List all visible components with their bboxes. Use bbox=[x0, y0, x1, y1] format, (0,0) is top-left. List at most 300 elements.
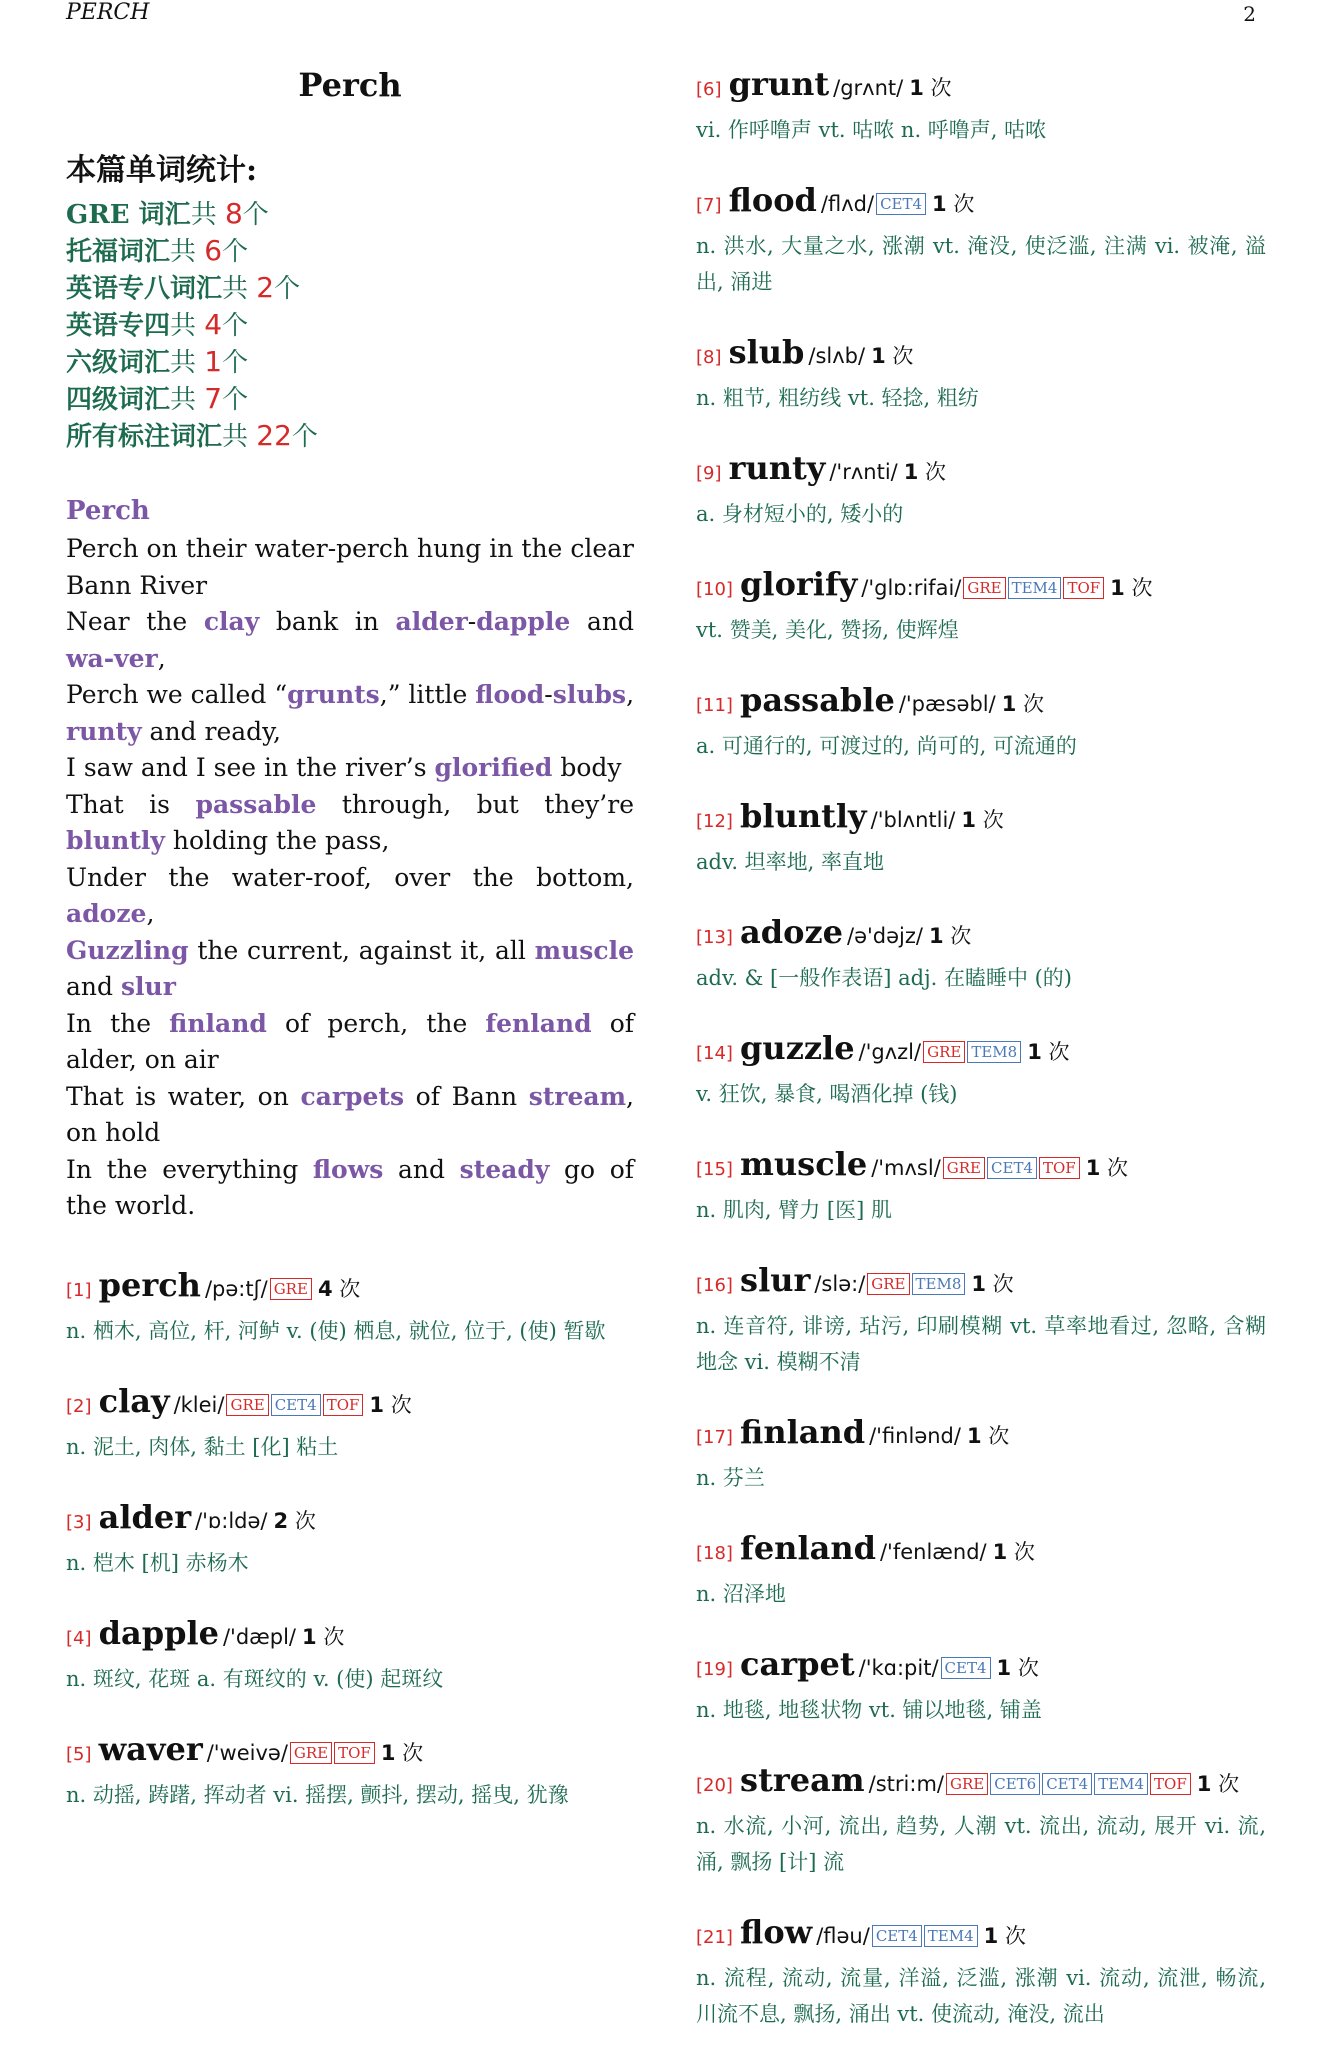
entry-phonetic: /'rʌnti/ bbox=[829, 460, 898, 484]
entry-word: alder bbox=[98, 1497, 192, 1536]
count-unit: 次 bbox=[339, 1276, 361, 1301]
stat-line bbox=[66, 196, 634, 233]
stat-gong: 共 bbox=[170, 385, 205, 415]
highlighted-word: adoze bbox=[66, 899, 147, 928]
entry-head bbox=[696, 330, 1266, 380]
poem-title: Perch bbox=[66, 496, 150, 526]
highlighted-word: flood bbox=[475, 680, 545, 709]
poem-text: , bbox=[626, 680, 635, 709]
poem-text: bank in bbox=[259, 607, 396, 636]
entry-index: [9] bbox=[696, 463, 722, 484]
count-unit: 次 bbox=[1004, 1924, 1026, 1948]
entry-index: [12] bbox=[696, 811, 733, 832]
exam-tag: CET4 bbox=[1042, 1773, 1092, 1795]
entry-index: [16] bbox=[696, 1275, 733, 1296]
entry-index: [10] bbox=[696, 579, 733, 600]
entry-definition: v. 狂饮, 暴食, 喝酒化掉 (钱) bbox=[696, 1082, 958, 1106]
vocab-entry bbox=[696, 330, 1266, 416]
stat-unit: 个 bbox=[291, 422, 318, 452]
entry-index: [1] bbox=[66, 1279, 92, 1301]
count-number: 4 bbox=[317, 1276, 333, 1301]
entry-count bbox=[302, 1625, 344, 1649]
count-number: 1 bbox=[369, 1392, 385, 1417]
entry-phonetic: /pə:tʃ/ bbox=[204, 1276, 268, 1301]
poem-text: and bbox=[570, 607, 634, 636]
poem-text: ,” little bbox=[379, 680, 476, 709]
stat-count: 7 bbox=[204, 382, 223, 415]
entry-count bbox=[904, 460, 946, 484]
left-column bbox=[66, 62, 634, 1843]
entry-phonetic: /slə:/ bbox=[814, 1272, 866, 1296]
vocab-entry bbox=[696, 1758, 1266, 1880]
entry-index: [21] bbox=[696, 1927, 733, 1948]
highlighted-word: passable bbox=[195, 789, 317, 819]
poem-text: go of the world. bbox=[66, 1154, 634, 1220]
highlighted-word: steady bbox=[459, 1154, 550, 1184]
entry-definition: n. 洪水, 大量之水, 涨潮 vt. 淹没, 使泛滥, 注满 vi. 被淹, 溢出, 涌进 bbox=[696, 234, 1266, 294]
entry-phonetic: /grʌnt/ bbox=[833, 76, 904, 100]
vocab-list-left bbox=[66, 1263, 634, 1813]
count-number: 1 bbox=[983, 1924, 999, 1948]
count-unit: 次 bbox=[988, 1424, 1010, 1448]
poem-text: - bbox=[467, 607, 477, 636]
entry-word: guzzle bbox=[740, 1029, 855, 1067]
entry-definition: n. 栖木, 高位, 杆, 河鲈 v. (使) 栖息, 就位, 位于, (使) 暂歇 bbox=[66, 1318, 606, 1343]
entry-definition: vt. 赞美, 美化, 赞扬, 使辉煌 bbox=[696, 618, 959, 642]
vocab-entry bbox=[696, 1642, 1266, 1728]
count-unit: 次 bbox=[953, 192, 975, 216]
poem-text: I saw and I see in the river’s bbox=[66, 753, 435, 782]
entry-count bbox=[318, 1277, 360, 1301]
count-number: 1 bbox=[992, 1540, 1008, 1564]
entry-count bbox=[381, 1741, 423, 1765]
document-title: Perch bbox=[298, 66, 402, 104]
poem-line bbox=[66, 677, 634, 750]
entry-index: [7] bbox=[696, 195, 722, 216]
count-unit: 次 bbox=[294, 1508, 316, 1533]
entry-definition: n. 地毯, 地毯状物 vt. 铺以地毯, 铺盖 bbox=[696, 1698, 1042, 1722]
exam-tag: GRE bbox=[943, 1157, 985, 1179]
entry-word: stream bbox=[740, 1761, 865, 1799]
entry-head bbox=[696, 62, 1266, 112]
count-unit: 次 bbox=[1048, 1040, 1070, 1064]
highlighted-word: bluntly bbox=[66, 826, 165, 855]
poem-text: holding the pass, bbox=[164, 826, 390, 855]
running-header: PERCH bbox=[66, 0, 150, 25]
count-number: 1 bbox=[1027, 1040, 1042, 1064]
exam-tag: GRE bbox=[290, 1742, 332, 1764]
exam-tag: GRE bbox=[923, 1041, 965, 1063]
count-number: 1 bbox=[1110, 576, 1125, 600]
stat-line bbox=[66, 418, 634, 455]
vocab-entry bbox=[696, 1410, 1266, 1496]
highlighted-word: runty bbox=[66, 716, 142, 746]
poem-text: of alder, on air bbox=[66, 1008, 634, 1074]
stat-line bbox=[66, 344, 634, 381]
entry-head bbox=[696, 562, 1266, 612]
entry-head bbox=[696, 1910, 1266, 1960]
entry-index: [13] bbox=[696, 927, 733, 948]
vocab-entry bbox=[66, 1379, 634, 1465]
poem-text: Near the bbox=[66, 607, 204, 636]
count-number: 1 bbox=[966, 1424, 982, 1448]
entry-phonetic: /'blʌntli/ bbox=[870, 808, 956, 832]
poem-text: of perch, the bbox=[266, 1008, 486, 1038]
entry-phonetic: /'kɑ:pit/ bbox=[858, 1656, 939, 1680]
entry-count bbox=[932, 192, 974, 216]
count-number: 2 bbox=[273, 1508, 289, 1533]
entry-index: [2] bbox=[66, 1395, 92, 1417]
poem-text: In the bbox=[66, 1008, 170, 1038]
entry-phonetic: /'pæsəbl/ bbox=[898, 692, 996, 716]
highlighted-word: grunts bbox=[287, 680, 380, 709]
entry-index: [17] bbox=[696, 1427, 733, 1448]
highlighted-word: muscle bbox=[534, 935, 634, 965]
entry-word: adoze bbox=[740, 913, 844, 951]
highlighted-word: dapple bbox=[476, 607, 571, 636]
poem-line bbox=[66, 604, 634, 677]
exam-tag: GRE bbox=[270, 1278, 312, 1300]
vocab-entry bbox=[696, 1910, 1266, 2032]
count-unit: 次 bbox=[950, 924, 972, 948]
exam-tag: TEM4 bbox=[1094, 1773, 1148, 1795]
entry-head bbox=[696, 1642, 1266, 1692]
entry-head bbox=[696, 1526, 1266, 1576]
poem-text: the current, against it, all bbox=[188, 935, 535, 965]
vocab-entry bbox=[696, 62, 1266, 148]
entry-definition: n. 连音符, 诽谤, 玷污, 印刷模糊 vt. 草率地看过, 忽略, 含糊地念 vi. 模糊不清 bbox=[696, 1314, 1266, 1374]
stat-unit: 个 bbox=[222, 348, 249, 378]
entry-word: bluntly bbox=[740, 797, 867, 835]
entry-word: grunt bbox=[728, 65, 830, 103]
entry-phonetic: /slʌb/ bbox=[808, 344, 866, 368]
entry-index: [14] bbox=[696, 1043, 733, 1064]
entry-word: glorify bbox=[740, 565, 858, 603]
entry-word: slur bbox=[740, 1261, 811, 1299]
poem-text: Under the water-roof, over the bottom, bbox=[66, 862, 634, 892]
exam-tag: CET4 bbox=[872, 1925, 922, 1947]
poem-line bbox=[66, 860, 634, 933]
stat-line bbox=[66, 381, 634, 418]
entry-count bbox=[909, 76, 951, 100]
stat-gong: 共 bbox=[222, 274, 257, 304]
stats-title: 本篇单词统计: bbox=[66, 153, 258, 188]
poem-text: and bbox=[66, 972, 121, 1001]
entry-index: [3] bbox=[66, 1511, 92, 1533]
count-unit: 次 bbox=[1107, 1156, 1129, 1180]
poem-text: - bbox=[544, 680, 553, 709]
highlighted-word: glorified bbox=[434, 753, 553, 782]
count-number: 1 bbox=[871, 344, 886, 368]
entry-count bbox=[369, 1393, 411, 1417]
exam-tag: GRE bbox=[946, 1773, 988, 1795]
poem-line bbox=[66, 933, 634, 1006]
entry-head bbox=[696, 446, 1266, 496]
entry-phonetic: /'fenlænd/ bbox=[879, 1540, 987, 1564]
vocab-entry bbox=[696, 794, 1266, 880]
entry-definition: adv. 坦率地, 率直地 bbox=[696, 850, 885, 874]
highlighted-word: stream bbox=[528, 1081, 627, 1111]
entry-definition: vi. 作呼噜声 vt. 咕哝 n. 呼噜声, 咕哝 bbox=[696, 118, 1047, 142]
stat-unit: 个 bbox=[222, 311, 249, 341]
entry-word: slub bbox=[728, 333, 805, 371]
count-unit: 次 bbox=[992, 1272, 1014, 1296]
count-unit: 次 bbox=[1013, 1540, 1035, 1564]
entry-word: finland bbox=[740, 1413, 866, 1451]
entry-count bbox=[971, 1272, 1013, 1296]
entry-head bbox=[66, 1263, 634, 1313]
count-unit: 次 bbox=[323, 1624, 345, 1649]
entry-definition: n. 沼泽地 bbox=[696, 1582, 786, 1606]
entry-phonetic: /'weivə/ bbox=[206, 1740, 288, 1765]
stat-label: 英语专四 bbox=[66, 311, 171, 341]
count-number: 1 bbox=[971, 1272, 986, 1296]
entry-word: muscle bbox=[740, 1145, 868, 1183]
entry-definition: adv. & [一般作表语] adj. 在瞌睡中 (的) bbox=[696, 966, 1072, 990]
entry-count bbox=[274, 1509, 316, 1533]
highlighted-word: finland bbox=[169, 1008, 267, 1038]
stat-count: 6 bbox=[204, 234, 223, 267]
entry-count bbox=[967, 1424, 1009, 1448]
entry-head bbox=[696, 1026, 1266, 1076]
exam-tag: TOF bbox=[334, 1742, 375, 1764]
count-unit: 次 bbox=[1218, 1772, 1240, 1796]
vocab-entry bbox=[696, 910, 1266, 996]
stat-gong: 共 bbox=[170, 237, 205, 267]
exam-tag: TOF bbox=[323, 1394, 364, 1416]
entry-definition: n. 水流, 小河, 流出, 趋势, 人潮 vt. 流出, 流动, 展开 vi. 流, 涌, 飘扬 [计] 流 bbox=[696, 1814, 1266, 1874]
entry-head bbox=[696, 794, 1266, 844]
poem-text: , bbox=[157, 643, 166, 673]
vocab-entry bbox=[696, 1026, 1266, 1112]
poem-line bbox=[66, 1006, 634, 1079]
entry-definition: n. 肌肉, 臂力 [医] 肌 bbox=[696, 1198, 892, 1222]
entry-phonetic: /klei/ bbox=[173, 1392, 225, 1417]
vocab-entry bbox=[696, 446, 1266, 532]
entry-count bbox=[984, 1924, 1026, 1948]
entry-head bbox=[696, 1410, 1266, 1460]
entry-head bbox=[66, 1379, 634, 1429]
entry-definition: n. 动摇, 踌躇, 挥动者 vi. 摇摆, 颤抖, 摆动, 摇曳, 犹豫 bbox=[66, 1782, 569, 1807]
count-number: 1 bbox=[302, 1624, 317, 1649]
highlighted-word: slur bbox=[120, 972, 176, 1001]
count-number: 1 bbox=[1085, 1156, 1101, 1180]
stat-label: 英语专八词汇 bbox=[66, 274, 223, 304]
exam-tag: TEM4 bbox=[924, 1925, 978, 1947]
poem-text: of Bann bbox=[404, 1081, 529, 1111]
vocab-entry bbox=[696, 1526, 1266, 1612]
entry-word: flow bbox=[740, 1913, 813, 1951]
stat-label: 托福词汇 bbox=[66, 237, 171, 267]
count-number: 1 bbox=[932, 192, 947, 216]
entry-definition: a. 身材短小的, 矮小的 bbox=[696, 502, 904, 526]
entry-index: [4] bbox=[66, 1627, 92, 1649]
exam-tag: TEM8 bbox=[967, 1041, 1021, 1063]
entry-head bbox=[696, 678, 1266, 728]
vocab-entry bbox=[696, 1258, 1266, 1380]
stat-unit: 个 bbox=[222, 385, 249, 415]
stat-line bbox=[66, 307, 634, 344]
stat-gong: 共 bbox=[170, 348, 205, 378]
poem-text: That is water, on bbox=[66, 1081, 301, 1111]
count-number: 1 bbox=[1001, 692, 1017, 716]
vocab-entry bbox=[66, 1263, 634, 1349]
vocab-entry bbox=[66, 1727, 634, 1813]
exam-tag: GRE bbox=[963, 577, 1005, 599]
stat-label: 四级词汇 bbox=[66, 385, 171, 415]
count-unit: 次 bbox=[925, 460, 947, 484]
entry-head bbox=[696, 1258, 1266, 1308]
count-number: 1 bbox=[380, 1740, 396, 1765]
entry-count bbox=[929, 924, 971, 948]
poem-text: In the everything bbox=[66, 1154, 313, 1184]
exam-tag: TEM4 bbox=[1008, 577, 1062, 599]
count-number: 1 bbox=[909, 76, 924, 100]
entry-index: [5] bbox=[66, 1743, 92, 1765]
entry-count bbox=[1197, 1772, 1239, 1796]
stat-count: 22 bbox=[256, 419, 292, 452]
entry-definition: a. 可通行的, 可渡过的, 尚可的, 可流通的 bbox=[696, 734, 1077, 758]
exam-tag: CET4 bbox=[271, 1394, 321, 1416]
stat-line bbox=[66, 233, 634, 270]
entry-index: [6] bbox=[696, 79, 722, 100]
poem-line bbox=[66, 1152, 634, 1225]
exam-tag: GRE bbox=[867, 1273, 909, 1295]
entry-count bbox=[961, 808, 1003, 832]
entry-head bbox=[696, 1142, 1266, 1192]
stat-label: 六级词汇 bbox=[66, 348, 171, 378]
count-unit: 次 bbox=[930, 76, 952, 100]
exam-tag: CET4 bbox=[987, 1157, 1037, 1179]
count-unit: 次 bbox=[1017, 1656, 1039, 1680]
poem-text: , on hold bbox=[66, 1081, 634, 1147]
count-number: 1 bbox=[996, 1656, 1012, 1680]
exam-tag: TOF bbox=[1039, 1157, 1080, 1179]
poem-text: body bbox=[552, 753, 622, 782]
entry-word: clay bbox=[98, 1381, 170, 1420]
highlighted-word: clay bbox=[203, 607, 260, 636]
highlighted-word: slubs bbox=[552, 680, 627, 709]
exam-tag: TEM8 bbox=[912, 1273, 966, 1295]
highlighted-word: alder bbox=[395, 607, 468, 636]
right-column bbox=[696, 62, 1266, 2062]
entry-phonetic: /stri:m/ bbox=[868, 1772, 944, 1796]
stat-label: 所有标注词汇 bbox=[66, 422, 223, 452]
entry-phonetic: /'ɒ:ldə/ bbox=[195, 1508, 268, 1533]
highlighted-word: carpets bbox=[300, 1081, 405, 1111]
count-unit: 次 bbox=[892, 344, 914, 368]
entry-word: passable bbox=[740, 681, 895, 719]
exam-tag: CET6 bbox=[990, 1773, 1040, 1795]
entry-word: fenland bbox=[740, 1529, 876, 1567]
count-unit: 次 bbox=[1023, 692, 1045, 716]
entry-index: [11] bbox=[696, 695, 733, 716]
count-unit: 次 bbox=[402, 1740, 424, 1765]
entry-index: [19] bbox=[696, 1659, 733, 1680]
poem-line bbox=[66, 1079, 634, 1152]
entry-definition: n. 芬兰 bbox=[696, 1466, 765, 1490]
stat-line bbox=[66, 270, 634, 307]
entry-phonetic: /'mʌsl/ bbox=[871, 1156, 941, 1180]
count-number: 1 bbox=[961, 808, 976, 832]
stat-gong: 共 bbox=[222, 422, 257, 452]
count-number: 1 bbox=[1196, 1772, 1212, 1796]
poem-body bbox=[66, 531, 634, 1225]
count-number: 1 bbox=[903, 460, 919, 484]
stat-unit: 个 bbox=[274, 274, 301, 304]
entry-count bbox=[1110, 576, 1152, 600]
poem-text: and ready, bbox=[141, 716, 281, 746]
vocab-list-right bbox=[696, 62, 1266, 2032]
stats-list bbox=[66, 196, 634, 455]
stat-unit: 个 bbox=[242, 200, 269, 230]
stat-label: GRE 词汇 bbox=[66, 200, 191, 230]
entry-phonetic: /fləu/ bbox=[816, 1924, 870, 1948]
vocab-entry bbox=[696, 178, 1266, 300]
entry-head bbox=[66, 1727, 634, 1777]
entry-count bbox=[1086, 1156, 1128, 1180]
page-number: 2 bbox=[1243, 2, 1256, 26]
stat-count: 1 bbox=[204, 345, 223, 378]
stat-gong: 共 bbox=[170, 311, 205, 341]
entry-definition: n. 泥土, 肉体, 黏土 [化] 粘土 bbox=[66, 1434, 339, 1459]
highlighted-word: flows bbox=[312, 1154, 384, 1184]
entry-word: perch bbox=[98, 1265, 201, 1304]
poem-line bbox=[66, 531, 634, 604]
poem-text: , bbox=[146, 899, 155, 928]
highlighted-word: Guzzling bbox=[66, 935, 189, 965]
count-unit: 次 bbox=[1131, 576, 1153, 600]
entry-phonetic: /'finlənd/ bbox=[869, 1424, 961, 1448]
entry-definition: n. 桤木 [机] 赤杨木 bbox=[66, 1550, 249, 1575]
poem-line bbox=[66, 787, 634, 860]
poem-line bbox=[66, 750, 634, 787]
vocab-entry bbox=[66, 1611, 634, 1697]
stat-count: 2 bbox=[256, 271, 275, 304]
entry-head bbox=[696, 178, 1266, 228]
highlighted-word: fenland bbox=[485, 1008, 592, 1038]
entry-head bbox=[66, 1495, 634, 1545]
poem-text: Perch we called “ bbox=[66, 680, 288, 709]
vocab-entry bbox=[696, 678, 1266, 764]
stat-count: 8 bbox=[224, 197, 243, 230]
stat-count: 4 bbox=[204, 308, 223, 341]
vocab-entry bbox=[66, 1495, 634, 1581]
count-unit: 次 bbox=[982, 808, 1004, 832]
exam-tag: TOF bbox=[1150, 1773, 1191, 1795]
exam-tag: GRE bbox=[226, 1394, 268, 1416]
entry-definition: n. 粗节, 粗纺线 vt. 轻捻, 粗纺 bbox=[696, 386, 979, 410]
exam-tag: TOF bbox=[1063, 577, 1104, 599]
entry-count bbox=[871, 344, 913, 368]
entry-count bbox=[1002, 692, 1044, 716]
entry-head bbox=[696, 1758, 1266, 1808]
entry-index: [8] bbox=[696, 347, 722, 368]
entry-word: dapple bbox=[98, 1613, 219, 1652]
entry-definition: n. 斑纹, 花斑 a. 有斑纹的 v. (使) 起斑纹 bbox=[66, 1666, 444, 1691]
exam-tag: CET4 bbox=[876, 193, 926, 215]
entry-index: [20] bbox=[696, 1775, 733, 1796]
entry-phonetic: /ə'dəjz/ bbox=[847, 924, 923, 948]
entry-word: runty bbox=[728, 449, 826, 487]
vocab-entry bbox=[696, 562, 1266, 648]
poem-text: and bbox=[383, 1154, 460, 1184]
exam-tag: CET4 bbox=[941, 1657, 991, 1679]
stat-unit: 个 bbox=[222, 237, 249, 267]
poem-text: through, but they’re bbox=[316, 789, 634, 819]
vocab-entry bbox=[696, 1142, 1266, 1228]
stat-gong: 共 bbox=[190, 200, 225, 230]
